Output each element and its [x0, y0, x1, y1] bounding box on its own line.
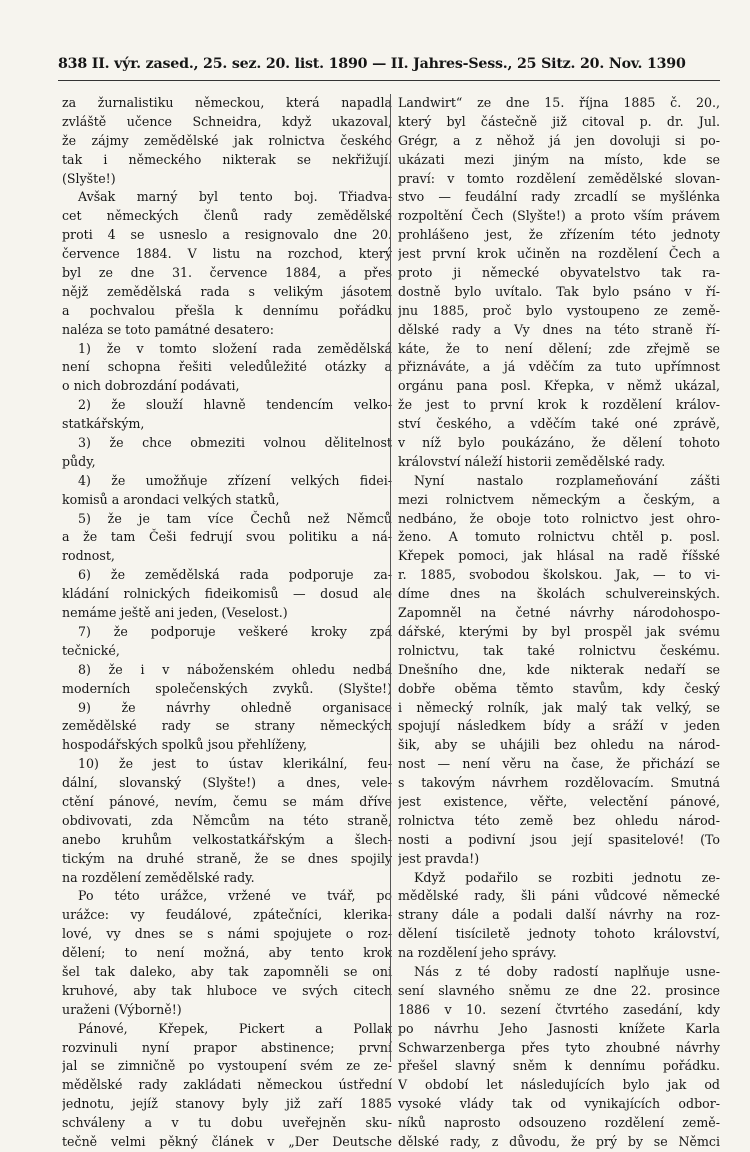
text-line: Když podařilo se rozbiti jednotu ze-	[414, 869, 720, 885]
text-line: moderních společenských zvyků. (Slyšte!)	[62, 680, 392, 696]
text-line: 3) že chce obmeziti volnou dělitelnost	[78, 435, 392, 451]
text-line: anebo kruhům velkostatkářským a šlech-	[62, 831, 392, 847]
text-line: tak i německého nikterak se nekřižují.	[62, 151, 392, 167]
text-line: a pochvalou přešla k dennímu pořádku	[62, 302, 392, 318]
page-header: 838 II. výr. zased., 25. sez. 20. list. 1890 — II. Jahres-Sess., 25 Sitz. 20. Nov. 1390	[58, 56, 686, 72]
text-line: na rozdělení jeho správy.	[398, 945, 557, 961]
text-line: Grégr, a z něhož já jen dovoluji si po-	[398, 132, 720, 148]
text-line: Křepek pomoci, jak hlásal na radě říšské	[398, 548, 720, 564]
text-line: orgánu pana posl. Křepka, v němž ukázal,	[398, 378, 720, 394]
text-line: Schwarzenberga přes tyto zhoubné návrhy	[398, 1039, 720, 1055]
text-line: 8) že i v náboženském ohledu nedbá	[78, 661, 392, 677]
text-line: mezi rolnictvem německým a českým, a	[398, 491, 720, 507]
text-line: šik, aby se uhájili bez ohledu na národ-	[398, 737, 720, 753]
text-line: nemáme ještě ani jeden, (Veselost.)	[62, 605, 288, 621]
text-line: rolnictva této země bez ohledu národ-	[398, 812, 720, 828]
text-line: 2) že slouží hlavně tendencím velko-	[78, 397, 392, 413]
text-line: že jest to první krok k rozdělení králov-	[398, 397, 720, 413]
text-line: ctění pánové, nevím, čemu se mám dříve	[62, 793, 392, 809]
text-line: zvláště učence Schneidra, když ukazoval,	[62, 113, 392, 129]
text-line: dělské rady, z důvodu, že prý by se Němci	[398, 1133, 720, 1149]
text-line: dální, slovanský (Slyšte!) a dnes, vele-	[62, 775, 392, 791]
text-line: Nás z té doby radostí naplňuje usne-	[414, 963, 720, 979]
text-line: dělení; to není možná, aby tento krok	[62, 945, 392, 961]
text-line: království náleží historii zemědělské rady.	[398, 453, 666, 469]
text-line: 10) že jest to ústav klerikální, feu-	[78, 756, 392, 772]
text-line: níků naprosto odsouzeno rozdělení země-	[398, 1115, 720, 1131]
text-line: jest pravda!)	[398, 850, 480, 866]
text-line: 7) že podporuje veškeré kroky zpá	[78, 623, 392, 639]
text-line: jnu 1885, proč bylo vystoupeno ze země-	[398, 302, 720, 318]
text-line: stvo — feudální rady zrcadlí se myšlénka	[398, 189, 720, 205]
text-line: půdy,	[62, 453, 96, 469]
text-line: o nich dobrozdání podávati,	[62, 378, 240, 394]
text-line: mědělské rady zakládati německou ústřední	[62, 1077, 392, 1093]
text-line: Avšak marný byl tento boj. Třiadva-	[78, 189, 392, 205]
text-line: cet německých členů rady zemědělské	[62, 208, 392, 224]
text-line: komisů a arondaci velkých statků,	[62, 491, 280, 507]
text-line: šel tak daleko, aby tak zapomněli se oni	[62, 963, 392, 979]
text-line: Nyní nastalo rozplameňování zášti	[414, 472, 720, 488]
text-line: rodnost,	[62, 548, 115, 564]
text-line: naléza se toto památné desatero:	[62, 321, 274, 337]
text-line: jest první krok učiněn na rozdělení Čech a	[398, 246, 720, 262]
right-column	[398, 94, 720, 1152]
text-line: uraženi (Výborně!)	[62, 1001, 182, 1017]
text-line: byl ze dne 31. července 1884, a přes	[62, 265, 392, 281]
text-line: jal se zimničně po vystoupení svém ze ze-	[62, 1058, 392, 1074]
text-line: spojují následkem bídy a sráží v jeden	[398, 718, 720, 734]
text-line: rozvinuli nyní prapor abstinence; první	[62, 1039, 392, 1055]
text-line: dělení tisíciletě jednoty tohoto království,	[398, 926, 720, 942]
text-line: a že tam Češi fedrují svou politiku a ná-	[62, 529, 392, 545]
text-line: jednotu, jejíž stanovy byly již zaří 1885	[62, 1096, 392, 1112]
text-line: na rozdělení zemědělské rady.	[62, 869, 255, 885]
text-line: není schopna řešiti veledůležité otázky a	[62, 359, 392, 375]
text-line: (Slyšte!)	[62, 170, 116, 186]
text-line: kruhové, aby tak hluboce ve svých citech	[62, 982, 392, 998]
text-line: zemědělské rady se strany německých	[62, 718, 392, 734]
text-line: přešel slavný sněm k dennímu pořádku.	[398, 1058, 720, 1074]
text-line: 4) že umožňuje zřízení velkých fidei-	[78, 472, 392, 488]
text-line: urážce: vy feudálové, zpátečníci, klerika-	[62, 907, 392, 923]
text-line: za žurnalistiku německou, která napadla	[62, 95, 392, 110]
text-line: i německý rolník, jak malý tak velký, se	[398, 699, 720, 715]
text-line: Zapomněl na četné návrhy národohospo-	[398, 605, 720, 621]
text-line: 6) že zemědělská rada podporuje za-	[78, 567, 392, 583]
text-line: prohlášeno jest, že zřízením této jednoty	[398, 227, 720, 243]
header-rule	[58, 80, 720, 81]
text-line: káte, že to není dělení; zde zřejmě se	[398, 340, 720, 356]
text-line: července 1884. V listu na rozchod, který	[62, 246, 392, 262]
text-line: ženo. A tomuto rolnictvu chtěl p. posl.	[398, 529, 720, 545]
text-line: v níž bylo poukázáno, že dělení tohoto	[398, 435, 720, 451]
text-line: hospodářských spolků jsou přehlíženy,	[62, 737, 308, 753]
text-line: 1886 v 10. sezení čtvrtého zasedání, kdy	[398, 1001, 720, 1017]
column-divider	[390, 94, 391, 1062]
text-line: sení slavného sněmu ze dne 22. prosince	[398, 982, 720, 998]
text-line: proto ji německé obyvatelstvo tak ra-	[398, 265, 720, 281]
text-line: schváleny a v tu dobu uveřejněn sku-	[62, 1115, 392, 1131]
text-line: rolnictvu, tak také rolnictvu českému.	[398, 642, 720, 658]
text-line: praví: v tomto rozdělení zemědělské slovan-	[398, 170, 720, 186]
left-column	[62, 94, 392, 1152]
text-line: vysoké vlády tak od vynikajících odbor-	[398, 1096, 720, 1112]
text-line: r. 1885, svobodou školskou. Jak, — to vi-	[398, 567, 720, 583]
text-line: s takovým návrhem rozdělovacím. Smutná	[398, 775, 720, 791]
text-line: Landwirt“ ze dne 15. října 1885 č. 20.,	[398, 95, 720, 110]
text-line: 9) že návrhy ohledně organisace	[78, 699, 392, 715]
text-line: nost — není věru na čase, že přichází se	[398, 756, 720, 772]
text-line: kládání rolnických fideikomisů — dosud ale	[62, 586, 392, 602]
text-line: mědělské rady, šli páni vůdcové německé	[398, 888, 720, 904]
text-line: rozpoltění Čech (Slyšte!) a proto vším právem	[398, 208, 720, 224]
text-line: Pánové, Křepek, Pickert a Pollak	[78, 1020, 392, 1036]
text-line: tickým na druhé straně, že se dnes spojily	[62, 850, 392, 866]
text-line: statkářským,	[62, 416, 145, 432]
text-line: Po této urážce, vržené ve tvář, po	[78, 888, 392, 904]
text-line: nosti a podivní jsou její spasitelové! (To	[398, 831, 720, 847]
text-line: přiznáváte, a já vděčím za tuto upřímnost	[398, 359, 720, 375]
text-line: dostně bylo uvítalo. Tak bylo psáno v ří-	[398, 283, 720, 299]
text-line: že zájmy zemědělské jak rolnictva českého	[62, 132, 392, 148]
text-line: nějž zemědělská rada s velikým jásotem	[62, 283, 392, 299]
text-line: dobře oběma těmto stavům, kdy český	[398, 680, 720, 696]
text-line: strany dále a podali další návrhy na roz-	[398, 907, 720, 923]
text-line: 5) že je tam více Čechů než Němců	[78, 510, 392, 526]
text-line: tečnické,	[62, 642, 120, 658]
text-line: proti 4 se usneslo a resignovalo dne 20.	[62, 227, 392, 243]
text-line: dářské, kterými by byl prospěl jak svému	[398, 623, 720, 639]
text-line: 1) že v tomto složení rada zemědělská	[78, 340, 392, 356]
text-line: Dnešního dne, kde nikterak nedaří se	[398, 661, 720, 677]
text-line: po návrhu Jeho Jasnosti knížete Karla	[398, 1020, 720, 1036]
text-line: V období let následujících bylo jak od	[398, 1077, 720, 1093]
text-line: nedbáno, že oboje toto rolnictvo jest ohro-	[398, 510, 720, 526]
text-line: tečně velmi pěkný článek v „Der Deutsche	[62, 1133, 392, 1149]
text-line: lové, vy dnes se s námi spojujete o roz-	[62, 926, 392, 942]
text-line: obdivovati, zda Němcům na této straně,	[62, 812, 392, 828]
text-line: který byl částečně již citoval p. dr. Jul.	[398, 113, 720, 129]
text-line: ství českého, a vděčím také oné zprávě,	[398, 416, 720, 432]
text-line: dělské rady a Vy dnes na této straně ří-	[398, 321, 720, 337]
text-line: jest existence, věřte, velectění pánové,	[398, 793, 720, 809]
text-line: díme dnes na školách schulvereinských.	[398, 586, 720, 602]
text-line: ukázati mezi jiným na místo, kde se	[398, 151, 720, 167]
